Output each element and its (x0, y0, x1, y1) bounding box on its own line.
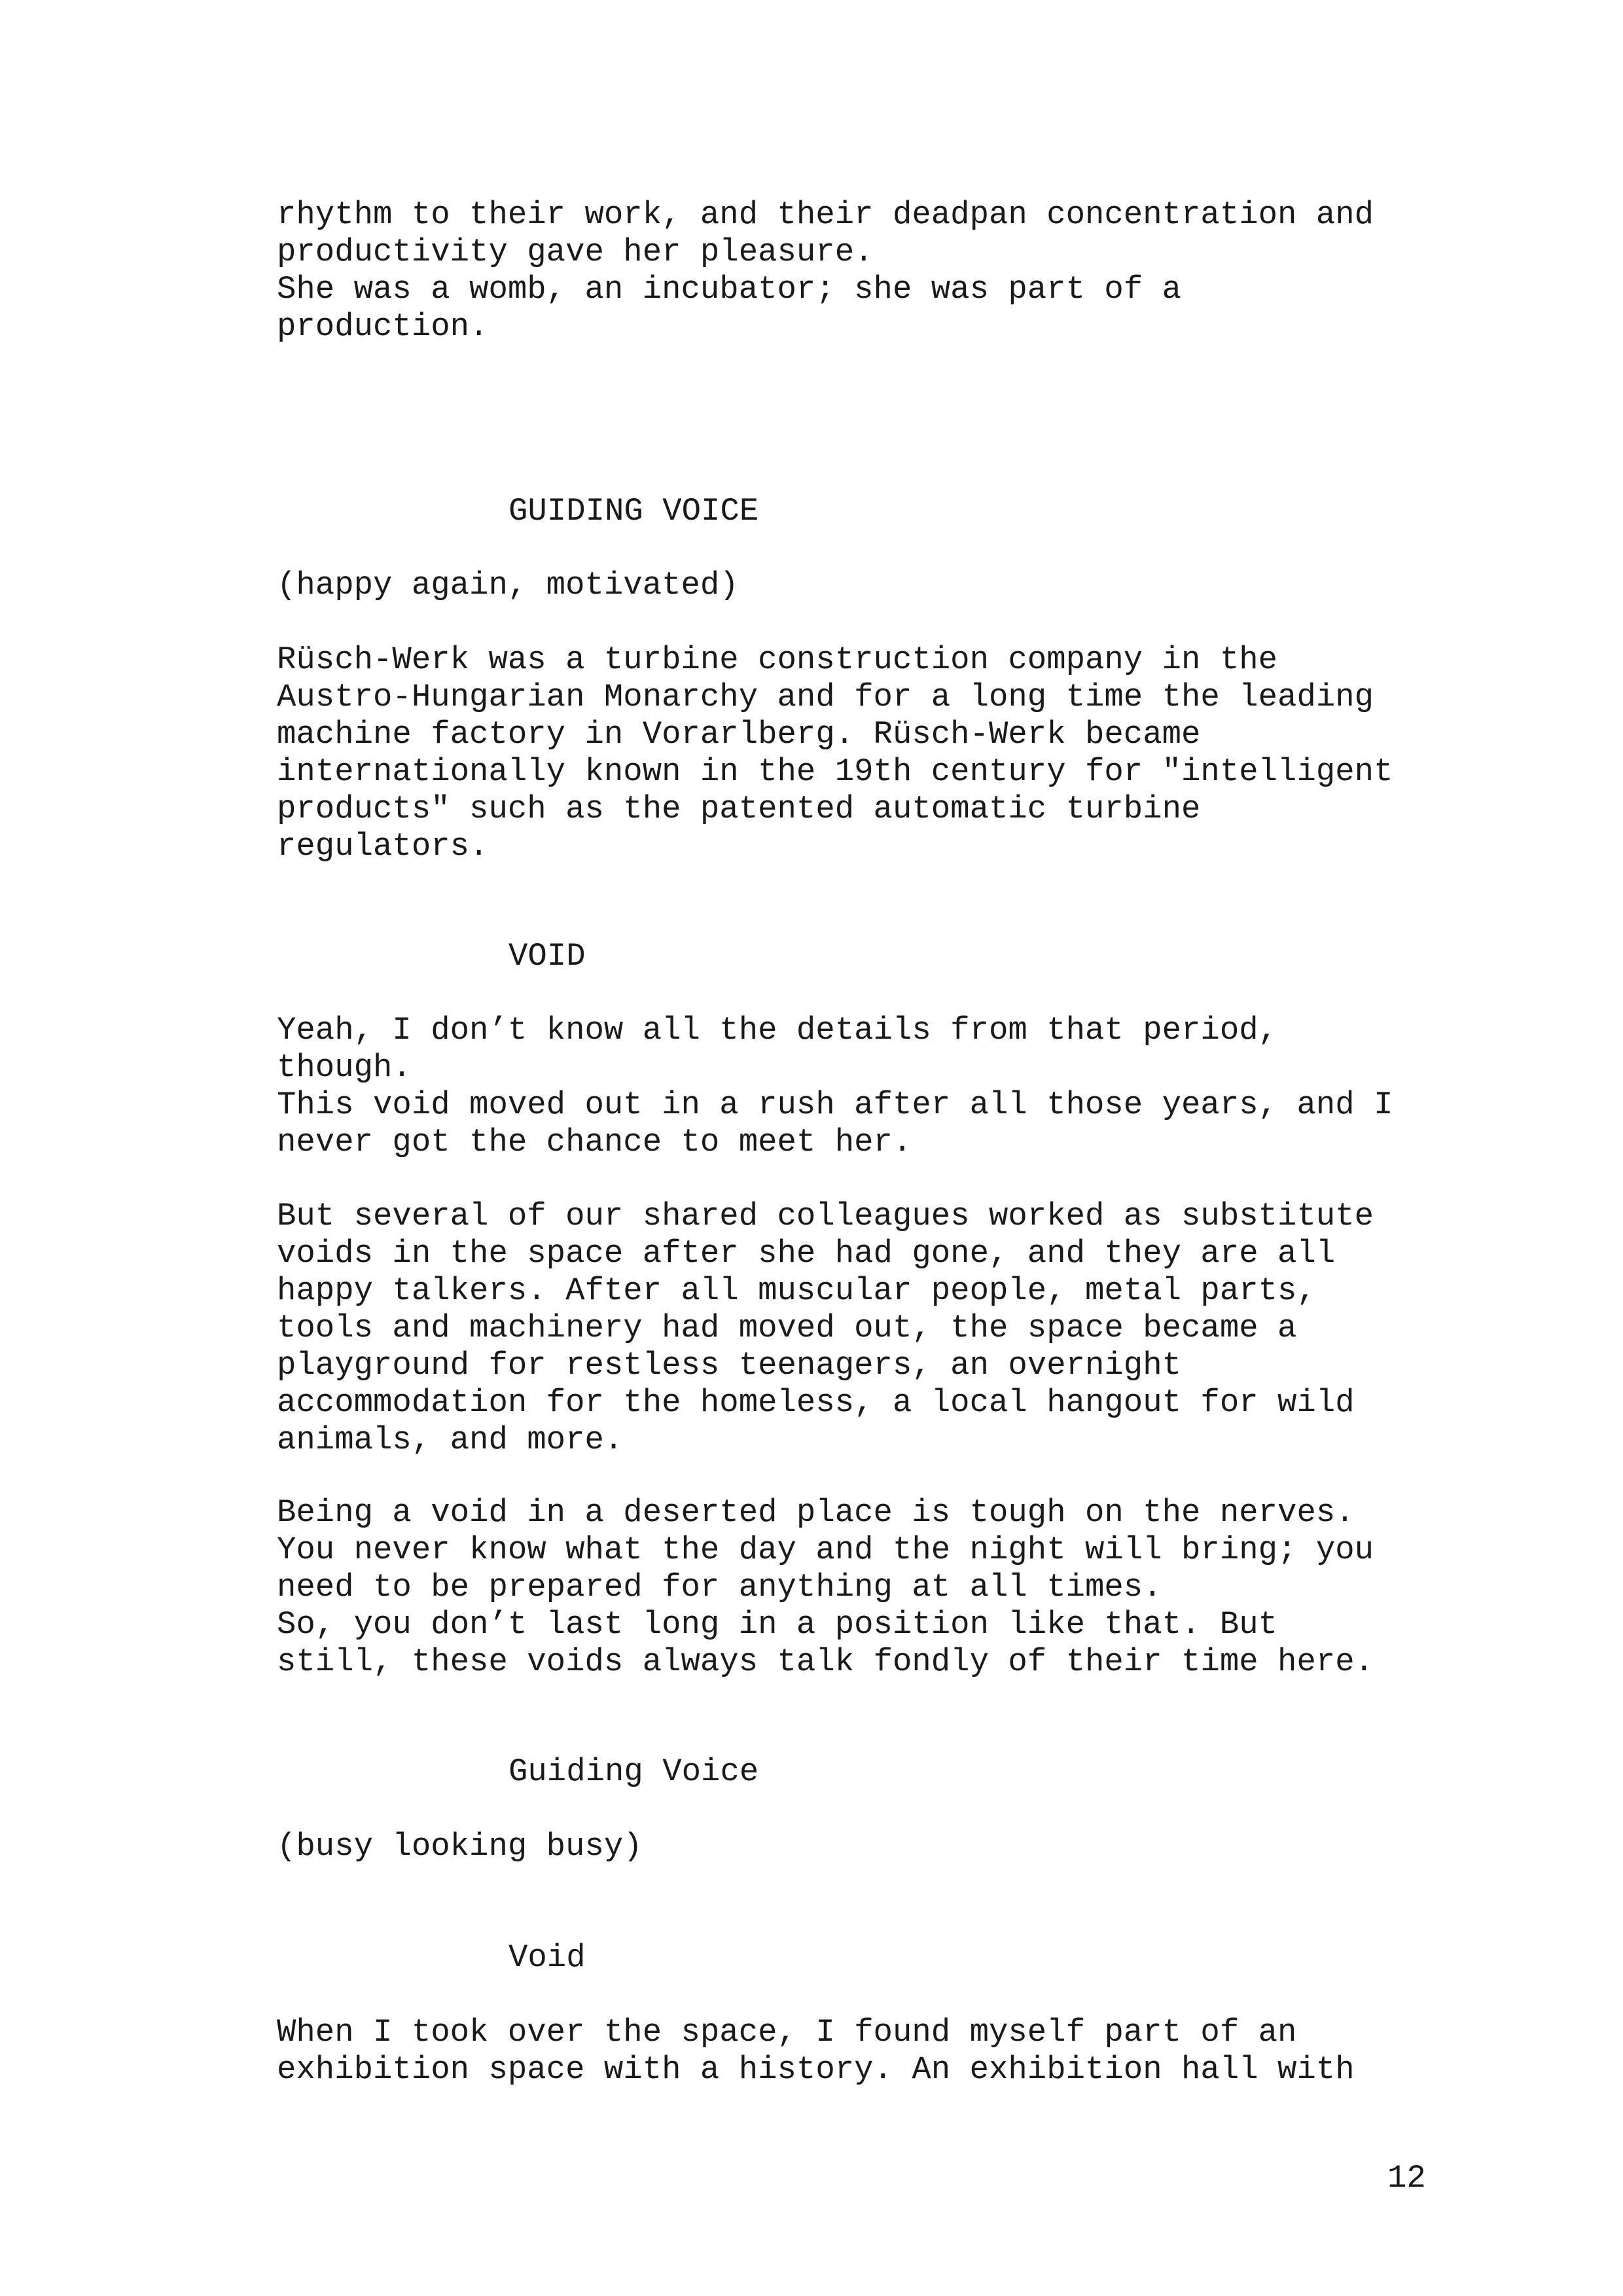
text-line: voids in the space after she had gone, and they are all (277, 1235, 1336, 1272)
text-line: internationally known in the 19th century for "intelligent (277, 753, 1393, 790)
parenthetical: (busy looking busy) (277, 1828, 643, 1865)
character-name-guiding-voice: Guiding Voice (508, 1753, 759, 1790)
text-line: But several of our shared colleagues worked as substitute (277, 1198, 1374, 1234)
text-line: products" such as the patented automatic turbine (277, 791, 1201, 827)
text-line: production. (277, 308, 489, 345)
text-line: tools and machinery had moved out, the space became a (277, 1310, 1297, 1346)
text-line: though. (277, 1049, 412, 1086)
dialogue-paragraph (277, 641, 1481, 865)
text-line: Yeah, I don’t know all the details from that period, (277, 1012, 1278, 1049)
text-line: Being a void in a deserted place is tough on the nerves. (277, 1494, 1355, 1531)
text-line: rhythm to their work, and their deadpan concentration and (277, 196, 1374, 233)
text-line: Austro-Hungarian Monarchy and for a long time the leading (277, 679, 1374, 715)
text-line: accommodation for the homeless, a local hangout for wild (277, 1384, 1355, 1421)
text-line: This void moved out in a rush after all those years, and I (277, 1086, 1393, 1123)
action-paragraph (277, 196, 1481, 346)
text-line: still, these voids always talk fondly of their time here. (277, 1643, 1374, 1680)
dialogue-paragraph (277, 1012, 1481, 1161)
text-line: machine factory in Vorarlberg. Rüsch-Werk became (277, 716, 1201, 753)
character-name-void: VOID (508, 938, 586, 975)
text-line: animals, and more. (277, 1422, 624, 1458)
character-name-void: Void (508, 1939, 586, 1976)
text-line: She was a womb, an incubator; she was part of a (277, 271, 1182, 308)
text-line: You never know what the day and the night will bring; you (277, 1532, 1374, 1568)
dialogue-paragraph (277, 1494, 1481, 1681)
text-line: regulators. (277, 828, 489, 865)
text-line: Rüsch-Werk was a turbine construction company in the (277, 641, 1278, 678)
dialogue-paragraph (277, 1198, 1481, 1459)
text-line: playground for restless teenagers, an overnight (277, 1347, 1182, 1384)
character-name-guiding-voice: GUIDING VOICE (508, 493, 759, 529)
parenthetical: (happy again, motivated) (277, 567, 739, 603)
text-line: need to be prepared for anything at all times. (277, 1569, 1162, 1605)
text-line: happy talkers. After all muscular people, metal parts, (277, 1272, 1316, 1309)
dialogue-paragraph (277, 2014, 1481, 2089)
text-line: When I took over the space, I found myself part of an (277, 2014, 1297, 2051)
text-line: never got the chance to meet her. (277, 1124, 912, 1160)
page-number: 12 (1387, 2160, 1426, 2197)
text-line: exhibition space with a history. An exhibition hall with (277, 2051, 1355, 2088)
text-line: productivity gave her pleasure. (277, 234, 874, 270)
text-line: So, you don’t last long in a position like that. But (277, 1606, 1278, 1643)
